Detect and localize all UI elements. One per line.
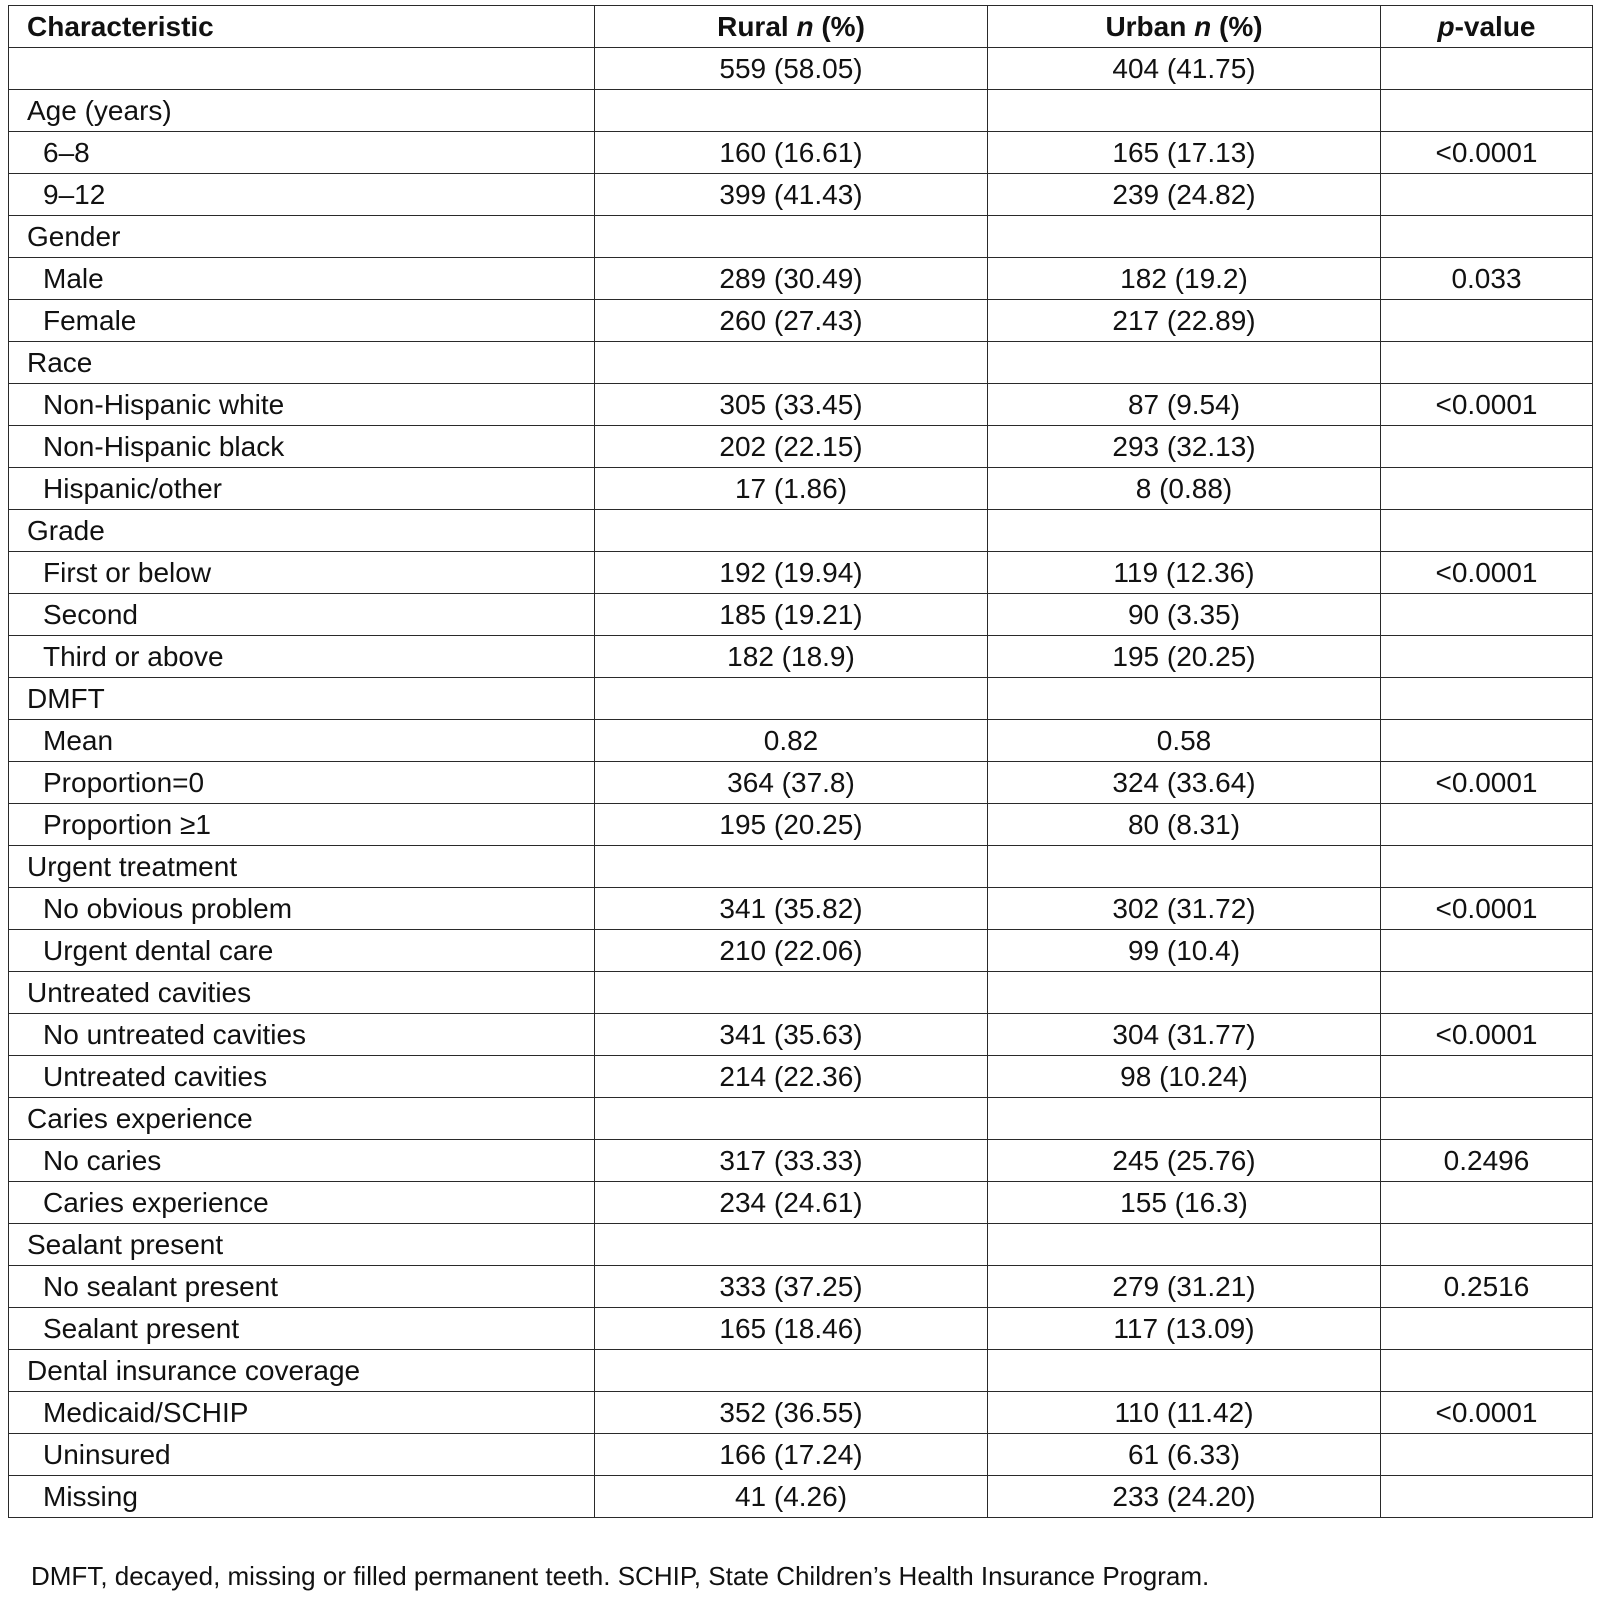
table-row <box>9 1392 1593 1434</box>
cell-rural <box>595 972 988 1014</box>
cell-characteristic: Mean <box>9 720 595 762</box>
cell-urban: 117 (13.09) <box>988 1308 1381 1350</box>
table-row <box>9 342 1593 384</box>
cell-urban <box>988 972 1381 1014</box>
table-row <box>9 594 1593 636</box>
cell-rural: 192 (19.94) <box>595 552 988 594</box>
cell-p-value: <0.0001 <box>1381 552 1593 594</box>
cell-p-value: <0.0001 <box>1381 132 1593 174</box>
cell-rural <box>595 216 988 258</box>
cell-characteristic: Caries experience <box>9 1098 595 1140</box>
cell-p-value <box>1381 510 1593 552</box>
table-row <box>9 258 1593 300</box>
cell-characteristic: Race <box>9 342 595 384</box>
table-row <box>9 174 1593 216</box>
cell-rural: 17 (1.86) <box>595 468 988 510</box>
cell-rural: 182 (18.9) <box>595 636 988 678</box>
cell-characteristic: Uninsured <box>9 1434 595 1476</box>
cell-rural: 333 (37.25) <box>595 1266 988 1308</box>
table-body <box>9 48 1593 1518</box>
table-row <box>9 426 1593 468</box>
cell-rural <box>595 90 988 132</box>
cell-rural: 341 (35.82) <box>595 888 988 930</box>
cell-p-value <box>1381 342 1593 384</box>
cell-p-value <box>1381 594 1593 636</box>
cell-characteristic: Male <box>9 258 595 300</box>
cell-p-value: 0.033 <box>1381 258 1593 300</box>
cell-urban: 0.58 <box>988 720 1381 762</box>
cell-characteristic: Non-Hispanic white <box>9 384 595 426</box>
cell-p-value <box>1381 1434 1593 1476</box>
table-row <box>9 1014 1593 1056</box>
cell-p-value <box>1381 216 1593 258</box>
cell-p-value <box>1381 1224 1593 1266</box>
cell-urban <box>988 342 1381 384</box>
cell-p-value: 0.2496 <box>1381 1140 1593 1182</box>
cell-characteristic: Third or above <box>9 636 595 678</box>
cell-p-value <box>1381 930 1593 972</box>
cell-p-value <box>1381 972 1593 1014</box>
table-row <box>9 48 1593 90</box>
cell-characteristic: DMFT <box>9 678 595 720</box>
cell-p-value <box>1381 1308 1593 1350</box>
data-table-container <box>8 5 1593 1518</box>
cell-rural: 289 (30.49) <box>595 258 988 300</box>
cell-characteristic: Medicaid/SCHIP <box>9 1392 595 1434</box>
cell-characteristic: No sealant present <box>9 1266 595 1308</box>
header-rural: Rural n (%) <box>595 6 988 48</box>
cell-characteristic: Hispanic/other <box>9 468 595 510</box>
table-row <box>9 1434 1593 1476</box>
cell-characteristic: Non-Hispanic black <box>9 426 595 468</box>
cell-rural: 341 (35.63) <box>595 1014 988 1056</box>
table-row <box>9 804 1593 846</box>
cell-urban: 90 (3.35) <box>988 594 1381 636</box>
cell-characteristic: Female <box>9 300 595 342</box>
cell-rural: 214 (22.36) <box>595 1056 988 1098</box>
table-row <box>9 90 1593 132</box>
cell-rural <box>595 846 988 888</box>
cell-characteristic: Sealant present <box>9 1308 595 1350</box>
cell-characteristic: Urgent treatment <box>9 846 595 888</box>
table-row <box>9 132 1593 174</box>
cell-rural: 41 (4.26) <box>595 1476 988 1518</box>
cell-p-value <box>1381 846 1593 888</box>
cell-rural <box>595 1098 988 1140</box>
cell-urban: 304 (31.77) <box>988 1014 1381 1056</box>
cell-urban: 8 (0.88) <box>988 468 1381 510</box>
cell-characteristic: Untreated cavities <box>9 1056 595 1098</box>
header-characteristic: Characteristic <box>9 6 595 48</box>
cell-urban: 87 (9.54) <box>988 384 1381 426</box>
cell-rural: 195 (20.25) <box>595 804 988 846</box>
cell-characteristic: First or below <box>9 552 595 594</box>
table-row <box>9 720 1593 762</box>
cell-characteristic: Grade <box>9 510 595 552</box>
cell-characteristic: Second <box>9 594 595 636</box>
cell-p-value <box>1381 1182 1593 1224</box>
cell-p-value: <0.0001 <box>1381 762 1593 804</box>
cell-urban: 80 (8.31) <box>988 804 1381 846</box>
cell-characteristic: Proportion=0 <box>9 762 595 804</box>
table-row <box>9 972 1593 1014</box>
table-row <box>9 300 1593 342</box>
cell-p-value: <0.0001 <box>1381 1392 1593 1434</box>
cell-urban <box>988 678 1381 720</box>
cell-characteristic: Urgent dental care <box>9 930 595 972</box>
cell-urban <box>988 1224 1381 1266</box>
cell-characteristic: Caries experience <box>9 1182 595 1224</box>
table-row <box>9 216 1593 258</box>
cell-urban: 61 (6.33) <box>988 1434 1381 1476</box>
table-row <box>9 1140 1593 1182</box>
cell-p-value <box>1381 1098 1593 1140</box>
cell-characteristic <box>9 48 595 90</box>
header-urban: Urban n (%) <box>988 6 1381 48</box>
cell-characteristic: Sealant present <box>9 1224 595 1266</box>
table-row <box>9 510 1593 552</box>
cell-rural <box>595 1350 988 1392</box>
cell-rural: 210 (22.06) <box>595 930 988 972</box>
cell-urban: 98 (10.24) <box>988 1056 1381 1098</box>
cell-characteristic: 9–12 <box>9 174 595 216</box>
cell-p-value <box>1381 468 1593 510</box>
cell-rural: 559 (58.05) <box>595 48 988 90</box>
cell-p-value: <0.0001 <box>1381 384 1593 426</box>
cell-urban: 245 (25.76) <box>988 1140 1381 1182</box>
cell-rural: 317 (33.33) <box>595 1140 988 1182</box>
cell-urban: 119 (12.36) <box>988 552 1381 594</box>
cell-urban: 233 (24.20) <box>988 1476 1381 1518</box>
cell-urban: 279 (31.21) <box>988 1266 1381 1308</box>
cell-p-value <box>1381 720 1593 762</box>
table-row <box>9 888 1593 930</box>
table-row <box>9 636 1593 678</box>
cell-p-value <box>1381 300 1593 342</box>
table-row <box>9 1098 1593 1140</box>
cell-urban: 182 (19.2) <box>988 258 1381 300</box>
cell-urban: 165 (17.13) <box>988 132 1381 174</box>
cell-characteristic: Age (years) <box>9 90 595 132</box>
cell-rural <box>595 510 988 552</box>
table-row <box>9 468 1593 510</box>
cell-rural: 160 (16.61) <box>595 132 988 174</box>
cell-characteristic: Gender <box>9 216 595 258</box>
cell-rural: 260 (27.43) <box>595 300 988 342</box>
table-row <box>9 930 1593 972</box>
table-row <box>9 762 1593 804</box>
cell-p-value <box>1381 426 1593 468</box>
cell-characteristic: Missing <box>9 1476 595 1518</box>
table-row <box>9 1308 1593 1350</box>
cell-rural: 0.82 <box>595 720 988 762</box>
cell-urban <box>988 1350 1381 1392</box>
cell-p-value <box>1381 174 1593 216</box>
cell-p-value: <0.0001 <box>1381 1014 1593 1056</box>
cell-p-value: 0.2516 <box>1381 1266 1593 1308</box>
table-row <box>9 1350 1593 1392</box>
cell-p-value: <0.0001 <box>1381 888 1593 930</box>
cell-urban: 99 (10.4) <box>988 930 1381 972</box>
cell-urban <box>988 216 1381 258</box>
table-row <box>9 678 1593 720</box>
cell-urban: 195 (20.25) <box>988 636 1381 678</box>
cell-characteristic: No obvious problem <box>9 888 595 930</box>
cell-rural: 165 (18.46) <box>595 1308 988 1350</box>
table-row <box>9 552 1593 594</box>
cell-urban <box>988 510 1381 552</box>
cell-urban: 155 (16.3) <box>988 1182 1381 1224</box>
cell-p-value <box>1381 678 1593 720</box>
cell-rural: 166 (17.24) <box>595 1434 988 1476</box>
cell-urban: 217 (22.89) <box>988 300 1381 342</box>
cell-rural <box>595 678 988 720</box>
cell-characteristic: 6–8 <box>9 132 595 174</box>
table-row <box>9 1476 1593 1518</box>
cell-rural: 305 (33.45) <box>595 384 988 426</box>
table-row <box>9 1266 1593 1308</box>
cell-characteristic: Untreated cavities <box>9 972 595 1014</box>
cell-rural: 185 (19.21) <box>595 594 988 636</box>
cell-rural <box>595 342 988 384</box>
cell-rural: 364 (37.8) <box>595 762 988 804</box>
cell-rural: 234 (24.61) <box>595 1182 988 1224</box>
cell-p-value <box>1381 804 1593 846</box>
cell-urban <box>988 90 1381 132</box>
cell-rural: 202 (22.15) <box>595 426 988 468</box>
cell-p-value <box>1381 1476 1593 1518</box>
table-row <box>9 1224 1593 1266</box>
characteristics-table <box>8 5 1593 1518</box>
cell-characteristic: No caries <box>9 1140 595 1182</box>
table-row <box>9 846 1593 888</box>
header-p-value: p-value <box>1381 6 1593 48</box>
cell-rural: 399 (41.43) <box>595 174 988 216</box>
cell-rural: 352 (36.55) <box>595 1392 988 1434</box>
cell-characteristic: No untreated cavities <box>9 1014 595 1056</box>
cell-p-value <box>1381 1056 1593 1098</box>
cell-p-value <box>1381 636 1593 678</box>
cell-p-value <box>1381 90 1593 132</box>
table-row <box>9 1182 1593 1224</box>
header-row <box>9 6 1593 48</box>
table-row <box>9 1056 1593 1098</box>
cell-urban: 302 (31.72) <box>988 888 1381 930</box>
cell-urban: 324 (33.64) <box>988 762 1381 804</box>
cell-urban <box>988 1098 1381 1140</box>
cell-urban: 293 (32.13) <box>988 426 1381 468</box>
cell-urban: 110 (11.42) <box>988 1392 1381 1434</box>
cell-p-value <box>1381 1350 1593 1392</box>
cell-characteristic: Dental insurance coverage <box>9 1350 595 1392</box>
cell-urban <box>988 846 1381 888</box>
cell-p-value <box>1381 48 1593 90</box>
cell-characteristic: Proportion ≥1 <box>9 804 595 846</box>
cell-urban: 239 (24.82) <box>988 174 1381 216</box>
cell-urban: 404 (41.75) <box>988 48 1381 90</box>
cell-rural <box>595 1224 988 1266</box>
table-row <box>9 384 1593 426</box>
table-footnote: DMFT, decayed, missing or filled permanent teeth. SCHIP, State Children’s Health Insurance Program. <box>31 1561 1210 1591</box>
